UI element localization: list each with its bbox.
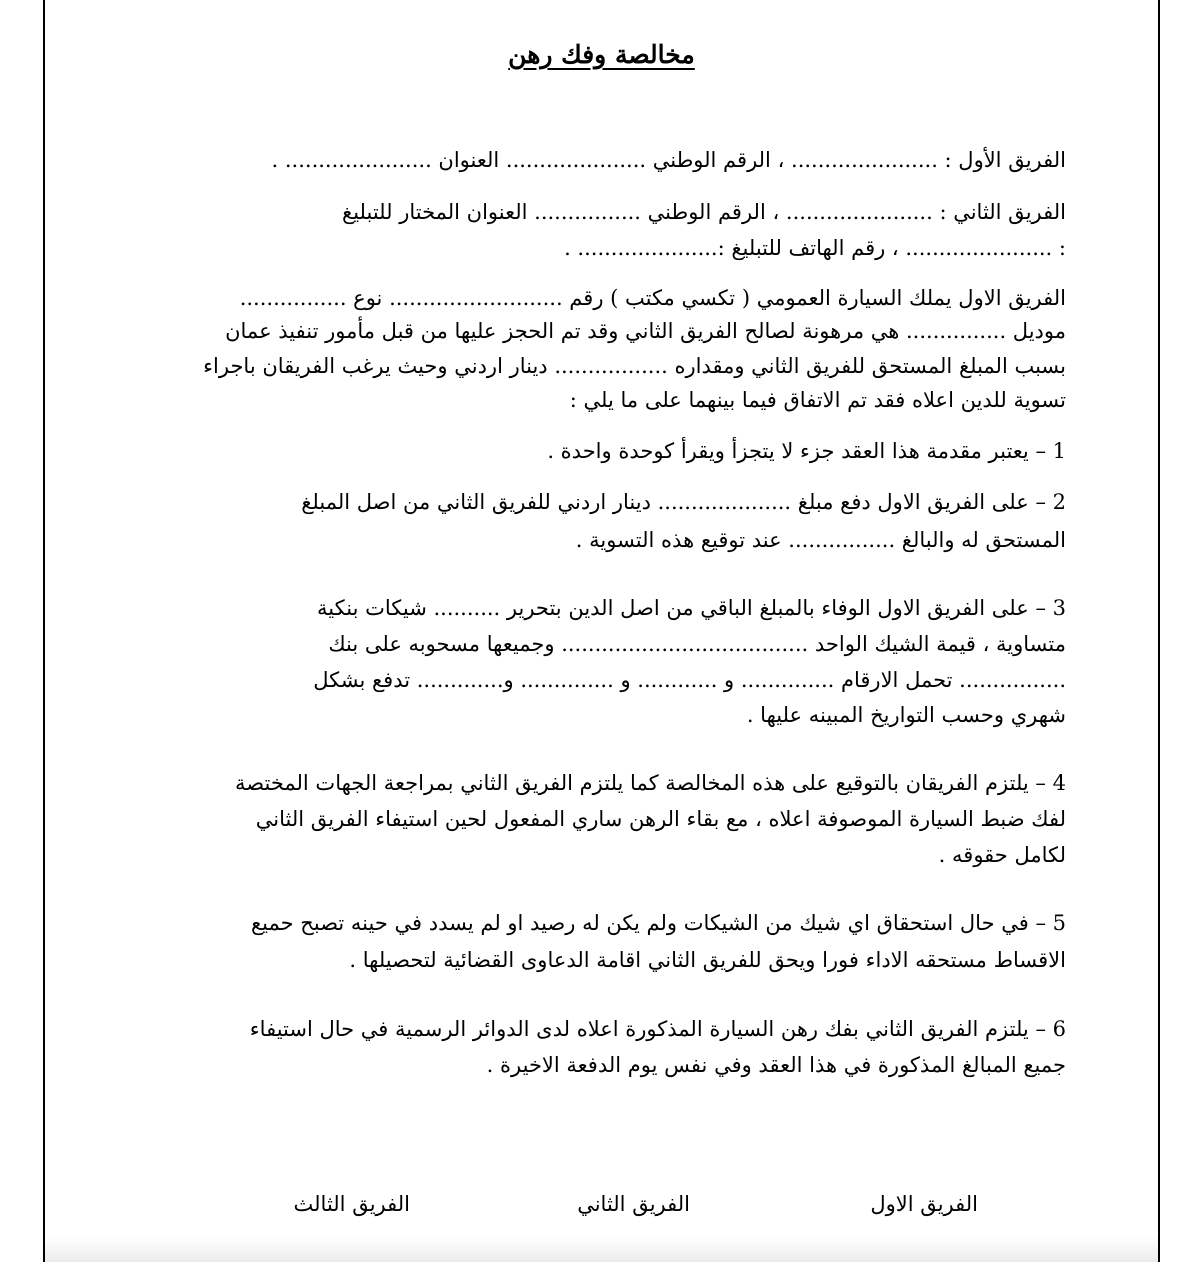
document-page [43, 0, 1160, 1262]
clause-4-line-1: 4 – يلتزم الفريقان بالتوقيع على هذه المخالصة كما يلتزم الفريق الثاني بمراجعة الجهات المختصة [235, 771, 1066, 795]
party-one-line: الفريق الأول : ...................... ، الرقم الوطني ..................... العنوان ...................... . [271, 148, 1066, 172]
clause-4-line-2: لفك ضبط السيارة الموصوفة اعلاه ، مع بقاء الرهن ساري المفعول لحين استيفاء الفريق الثاني [255, 807, 1066, 831]
clause-5-line-1: 5 – في حال استحقاق اي شيك من الشيكات ولم يكن له رصيد او لم يسدد في حينه تصبح حميع [250, 911, 1066, 935]
party-two-phone-line: : ...................... ، رقم الهاتف للتبليغ :..................... . [564, 236, 1066, 260]
clause-3-line-3: ................ تحمل الارقام .............. و ............ و .............. و............. تدفع بشكل [313, 668, 1066, 692]
clause-1-line-1: 1 – يعتبر مقدمة هذا العقد جزء لا يتجزأ ويقرأ كوحدة واحدة . [547, 439, 1066, 463]
signature-party-three: الفريق الثالث [293, 1192, 410, 1216]
page-bottom-shadow [45, 1236, 1158, 1262]
clause-3-line-1: 3 – على الفريق الاول الوفاء بالمبلغ الباقي من اصل الدين بتحرير .......... شيكات بنكية [317, 596, 1066, 620]
preamble-line-3: بسبب المبلغ المستحق للفريق الثاني ومقداره ................. دينار اردني وحيث يرغب الفريقان باجراء [203, 354, 1066, 378]
clause-2-line-2: المستحق له والبالغ ................ عند توقيع هذه التسوية . [575, 528, 1066, 552]
clause-3-line-4: شهري وحسب التواريخ المبينه عليها . [746, 703, 1066, 727]
preamble-line-4: تسوية للدين اعلاه فقد تم الاتفاق فيما بينهما على ما يلي : [569, 388, 1066, 412]
clause-6-line-1: 6 – يلتزم الفريق الثاني بفك رهن السيارة المذكورة اعلاه لدى الدوائر الرسمية في حال استيفاء [249, 1017, 1066, 1041]
document-title: مخالصة وفك رهن [508, 40, 695, 69]
party-two-line: الفريق الثاني : ...................... ، الرقم الوطني ................ العنوان المختار للتبليغ [342, 200, 1066, 224]
preamble-line-2: موديل ............... هي مرهونة لصالح الفريق الثاني وقد تم الحجز عليها من قبل مأمور تنفيذ عمان [225, 319, 1066, 343]
signature-party-one: الفريق الاول [870, 1192, 978, 1216]
signature-party-two: الفريق الثاني [577, 1192, 690, 1216]
clause-5-line-2: الاقساط مستحقه الاداء فورا ويحق للفريق الثاني اقامة الدعاوى القضائية لتحصيلها . [349, 948, 1066, 972]
clause-2-line-1: 2 – على الفريق الاول دفع مبلغ .................... دينار اردني للفريق الثاني من اصل المبلغ [301, 490, 1066, 514]
clause-6-line-2: جميع المبالغ المذكورة في هذا العقد وفي نفس يوم الدفعة الاخيرة . [486, 1053, 1066, 1077]
clause-4-line-3: لكامل حقوقه . [938, 843, 1066, 867]
clause-3-line-2: متساوية ، قيمة الشيك الواحد ..................................... وجميعها مسحوبه على بنك [328, 632, 1066, 656]
preamble-line-1: الفريق الاول يملك السيارة العمومي ( تكسي مكتب ) رقم .......................... نوع ................ [239, 286, 1066, 310]
